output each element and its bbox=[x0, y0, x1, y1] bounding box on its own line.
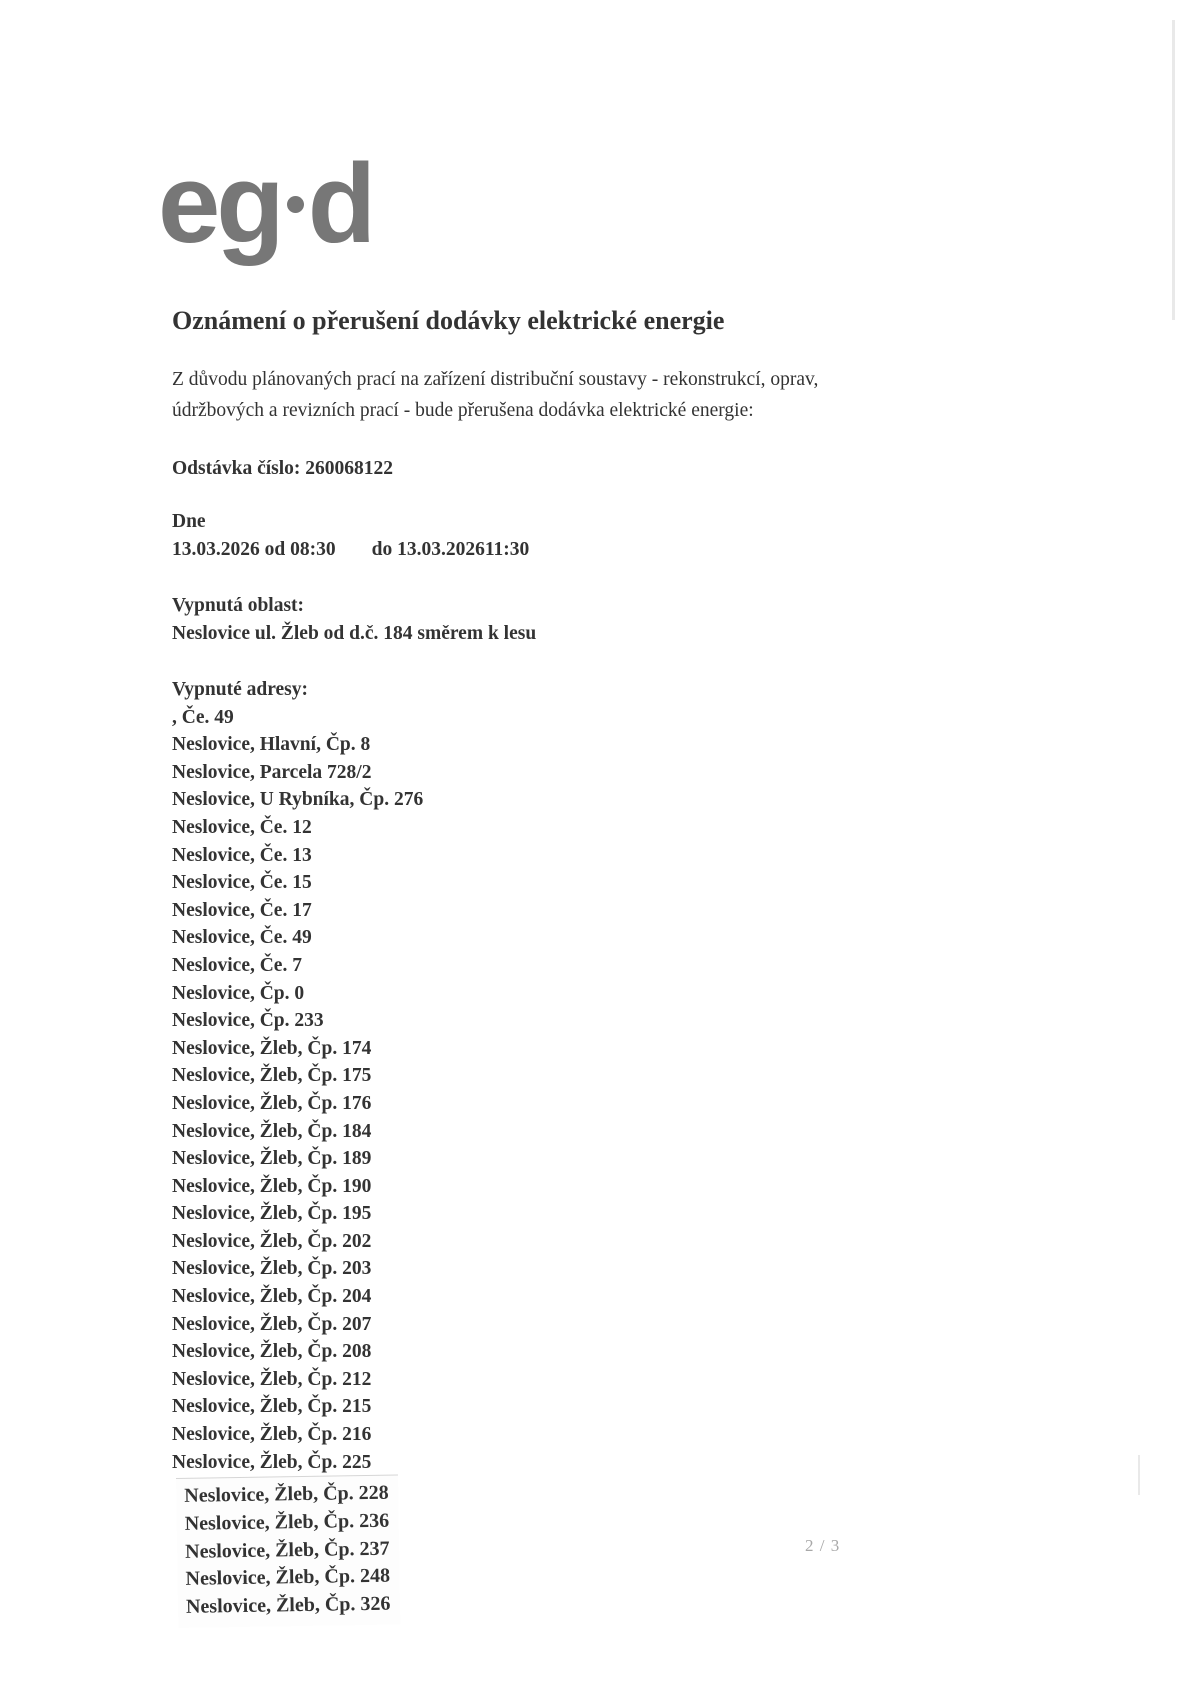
address-item: Neslovice, Če. 13 bbox=[172, 844, 312, 866]
intro-line-1: Z důvodu plánovaných prací na zařízení distribuční soustavy - rekonstrukcí, oprav, bbox=[172, 369, 819, 390]
date-from: 13.03.2026 od 08:30 bbox=[172, 538, 336, 560]
address-item: Neslovice, Če. 7 bbox=[172, 954, 302, 976]
address-item: Neslovice, Žleb, Čp. 190 bbox=[172, 1175, 372, 1197]
address-list bbox=[172, 704, 423, 1477]
address-item: Neslovice, Žleb, Čp. 248 bbox=[185, 1565, 391, 1591]
address-item: Neslovice, Žleb, Čp. 195 bbox=[172, 1203, 372, 1225]
date-label: Dne bbox=[172, 511, 206, 532]
address-item: Neslovice, Žleb, Čp. 237 bbox=[184, 1537, 390, 1563]
date-range bbox=[172, 536, 529, 564]
scan-edge-mark bbox=[1172, 20, 1175, 320]
address-item: Neslovice, Čp. 0 bbox=[172, 982, 305, 1004]
area-value: Neslovice ul. Žleb od d.č. 184 směrem k lesu bbox=[172, 622, 537, 644]
page-title: Oznámení o přerušení dodávky elektrické energie bbox=[172, 306, 725, 335]
address-item: Neslovice, Žleb, Čp. 208 bbox=[172, 1341, 372, 1363]
address-item: Neslovice, Če. 15 bbox=[172, 872, 312, 894]
address-item: Neslovice, Žleb, Čp. 215 bbox=[172, 1396, 372, 1418]
address-item: Neslovice, Žleb, Čp. 228 bbox=[184, 1481, 389, 1507]
address-item: Neslovice, Žleb, Čp. 326 bbox=[185, 1592, 391, 1619]
outage-number-row bbox=[172, 455, 393, 483]
address-item: Neslovice, Čp. 233 bbox=[172, 1010, 324, 1032]
address-item: Neslovice, Žleb, Čp. 202 bbox=[172, 1230, 372, 1252]
address-item: Neslovice, Žleb, Čp. 174 bbox=[172, 1037, 372, 1059]
area-block bbox=[172, 592, 536, 647]
date-to: do 13.03.202611:30 bbox=[371, 538, 530, 560]
address-item: Neslovice, Hlavní, Čp. 8 bbox=[172, 734, 371, 756]
address-item: Neslovice, Žleb, Čp. 184 bbox=[172, 1120, 372, 1142]
address-item: Neslovice, Žleb, Čp. 236 bbox=[184, 1509, 390, 1535]
outage-number-label: Odstávka číslo: bbox=[172, 458, 301, 479]
date-block bbox=[172, 508, 529, 563]
scan-edge-mark bbox=[1138, 1455, 1140, 1495]
addresses-block bbox=[172, 676, 423, 1476]
address-item: Neslovice, Žleb, Čp. 204 bbox=[172, 1286, 372, 1308]
address-item: Neslovice, Žleb, Čp. 207 bbox=[172, 1313, 372, 1335]
address-item: Neslovice, Žleb, Čp. 216 bbox=[172, 1424, 372, 1446]
area-label: Vypnutá oblast: bbox=[172, 595, 305, 616]
address-item: Neslovice, Če. 17 bbox=[172, 899, 312, 921]
pasted-address-strip bbox=[176, 1475, 401, 1628]
address-item: Neslovice, Žleb, Čp. 203 bbox=[172, 1258, 372, 1280]
address-item: Neslovice, Če. 12 bbox=[172, 816, 312, 838]
address-item: Neslovice, Parcela 728/2 bbox=[172, 761, 372, 783]
address-item: Neslovice, Žleb, Čp. 189 bbox=[172, 1148, 372, 1170]
pasted-address-list bbox=[184, 1480, 391, 1622]
address-item: Neslovice, U Rybníka, Čp. 276 bbox=[172, 789, 424, 811]
intro-line-2: údržbových a revizních prací - bude přerušena dodávka elektrické energie: bbox=[172, 400, 754, 421]
addresses-label: Vypnuté adresy: bbox=[172, 679, 308, 700]
address-item: , Če. 49 bbox=[172, 706, 234, 728]
intro-paragraph bbox=[172, 364, 972, 426]
egd-logo bbox=[158, 141, 373, 266]
outage-number-value: 260068122 bbox=[305, 458, 394, 479]
address-item: Neslovice, Žleb, Čp. 175 bbox=[172, 1065, 372, 1087]
page-number: 2 / 3 bbox=[805, 1536, 841, 1555]
address-item: Neslovice, Žleb, Čp. 225 bbox=[172, 1451, 372, 1473]
logo-dot-icon bbox=[287, 196, 304, 213]
address-item: Neslovice, Če. 49 bbox=[172, 927, 312, 949]
address-item: Neslovice, Žleb, Čp. 176 bbox=[172, 1092, 372, 1114]
logo-text-right: d bbox=[307, 141, 373, 266]
address-item: Neslovice, Žleb, Čp. 212 bbox=[172, 1368, 372, 1390]
logo-text-left: eg bbox=[158, 141, 281, 266]
